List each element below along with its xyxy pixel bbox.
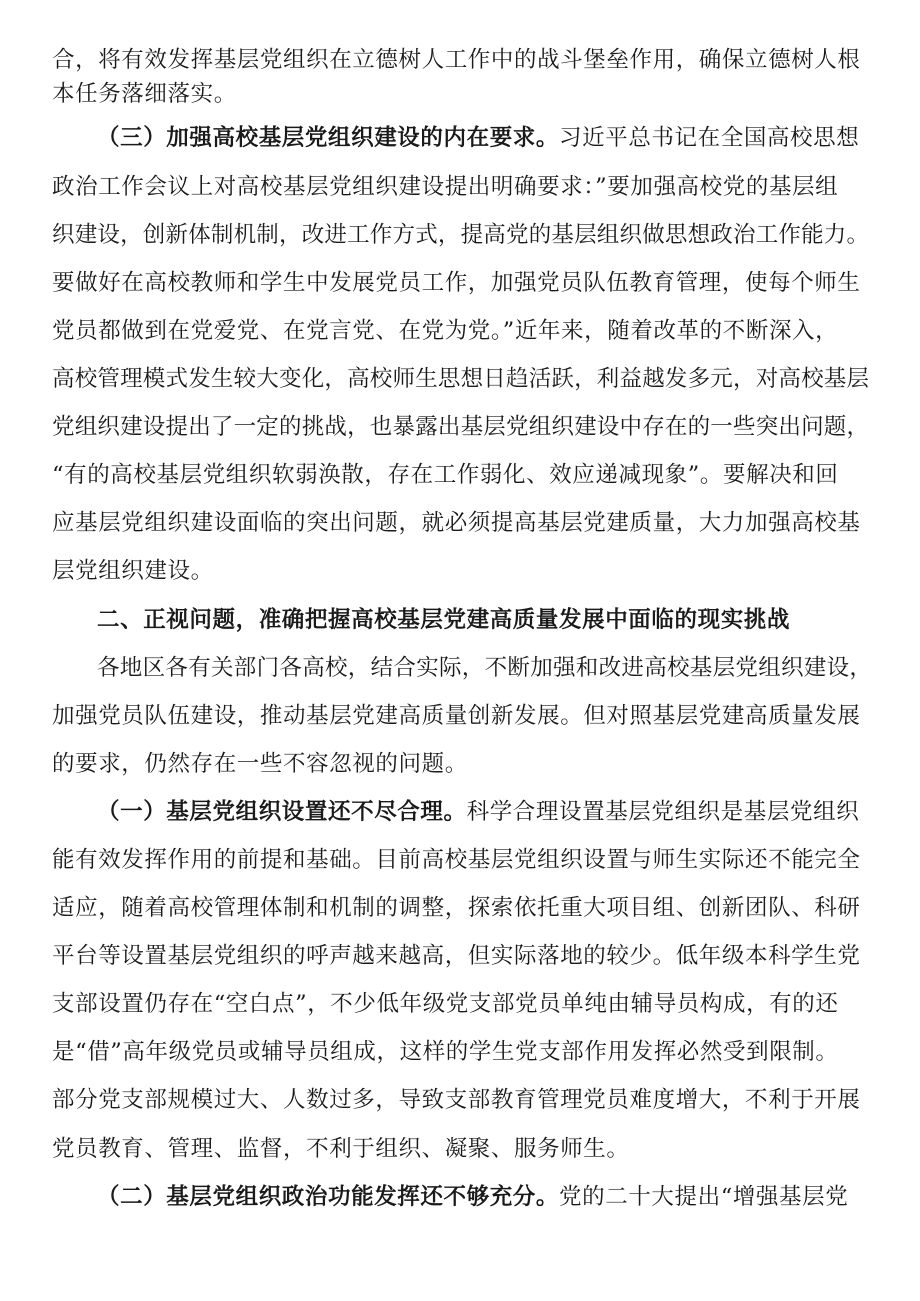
text-line: 党组织建设提出了一定的挑战，也暴露出基层党组织建设中存在的一些突出问题， [52,414,870,440]
text-line: 层党组织建设。 [52,558,214,584]
text-line: 适应，随着高校管理体制和机制的调整，探索依托重大项目组、创新团队、科研 [52,895,861,921]
text-line: “有的高校基层党组织软弱涣散，存在工作弱化、效应递减现象”。要解决和回 [52,462,839,488]
section-1-line [97,797,859,827]
text-line: 党员都做到在党爱党、在党言党、在党为党。”近年来，随着改革的不断深入， [52,318,839,344]
text-line: 加强党员队伍建设，推动基层党建高质量创新发展。但对照基层党建高质量发展 [52,703,861,729]
text-line: 各地区各有关部门各高校，结合实际，不断加强和改进高校基层党组织建设， [97,655,873,681]
text-line: 政治工作会议上对高校基层党组织建设提出明确要求：”要加强高校党的基层组 [52,174,839,200]
section-3-heading: （三）加强高校基层党组织建设的内在要求。 [97,125,560,151]
section-3-line [97,123,859,153]
text-line: 是“借”高年级党员或辅导员组成，这样的学生党支部作用发挥必然受到限制。 [52,1039,839,1065]
text-line: 应基层党组织建设面临的突出问题，就必须提高基层党建质量，大力加强高校基 [52,510,861,536]
text-line: 党的二十大提出“增强基层党 [559,1184,849,1210]
text-line: 高校管理模式发生较大变化，高校师生思想日趋活跃，利益越发多元，对高校基层 [52,366,870,392]
text-line: 的要求，仍然存在一些不容忽视的问题。 [52,751,468,777]
text-line: 本任务落细落实。 [52,81,237,107]
section-2-line [97,1182,848,1212]
text-line: 平台等设置基层党组织的呼声越来越高，但实际落地的较少。低年级本科学生党 [52,943,861,969]
text-line: 支部设置仍存在“空白点”，不少低年级党支部党员单纯由辅导员构成，有的还 [52,991,839,1017]
text-line: 合，将有效发挥基层党组织在立德树人工作中的战斗堡垒作用，确保立德树人根 [52,47,861,73]
text-line: 党员教育、管理、监督，不利于组织、凝聚、服务师生。 [52,1136,630,1162]
text-line: 能有效发挥作用的前提和基础。目前高校基层党组织设置与师生实际还不能完全 [52,847,861,873]
text-line: 习近平总书记在全国高校思想 [559,125,860,151]
text-line: 织建设，创新体制机制，改进工作方式，提高党的基层组织做思想政治工作能力。 [52,222,870,248]
text-line: 科学合理设置基层党组织是基层党组织 [466,799,860,825]
section-two-heading: 二、正视问题，准确把握高校基层党建高质量发展中面临的现实挑战 [97,607,791,633]
text-line: 要做好在高校教师和学生中发展党员工作，加强党员队伍教育管理，使每个师生 [52,270,861,296]
text-line: 部分党支部规模过大、人数过多，导致支部教育管理党员难度增大，不利于开展 [52,1087,861,1113]
section-1-heading: （一）基层党组织设置还不尽合理。 [97,799,467,825]
section-2-heading: （二）基层党组织政治功能发挥还不够充分。 [97,1184,560,1210]
